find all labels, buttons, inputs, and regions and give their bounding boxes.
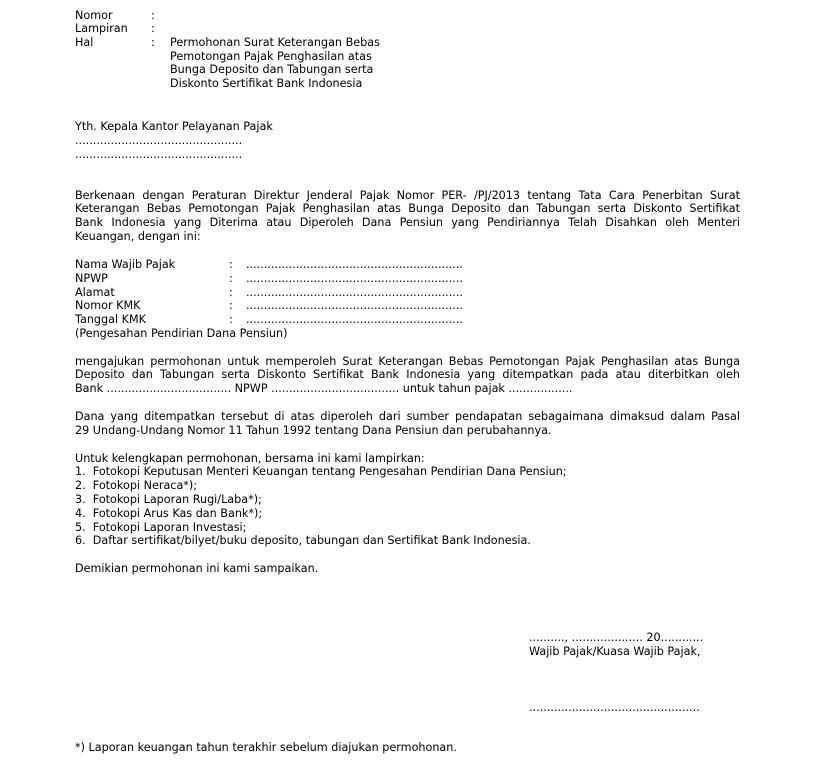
attachment-item: 1. Fotokopi Keputusan Menteri Keuangan tentang Pengesahan Pendirian Dana Pensiun; [75, 465, 567, 478]
fields-note: (Pengesahan Pendirian Dana Pensiun) [75, 327, 288, 340]
attachment-item: 4. Fotokopi Arus Kas dan Bank*); [75, 507, 263, 520]
attachment-item: 5. Fotokopi Laporan Investasi; [75, 521, 247, 534]
field-value: ............................................................. [246, 313, 463, 326]
nomor-colon: : [151, 9, 155, 22]
field-label: Alamat [75, 286, 115, 299]
field-label: Nama Wajib Pajak [75, 258, 176, 271]
field-value: ............................................................. [246, 258, 463, 271]
attachment-item: 6. Daftar sertifikat/bilyet/buku deposito, tabungan dan Sertifikat Bank Indonesia. [75, 534, 531, 547]
hal-subject-line: Permohonan Surat Keterangan Bebas [170, 36, 380, 49]
hal-label: Hal [75, 36, 94, 49]
field-label: Nomor KMK [75, 299, 141, 312]
field-label: NPWP [75, 272, 108, 285]
recipient-dots: ............................................... [75, 134, 243, 147]
field-colon: : [229, 258, 233, 271]
field-colon: : [229, 272, 233, 285]
field-colon: : [229, 299, 233, 312]
recipient-dots: ............................................... [75, 148, 243, 161]
attachments-intro: Untuk kelengkapan permohonan, bersama ini kami lampirkan: [75, 452, 425, 465]
footnote: *) Laporan keuangan tahun terakhir sebelum diajukan permohonan. [75, 741, 457, 754]
field-label: Tanggal KMK [75, 313, 146, 326]
signature-line: ................................................ [529, 701, 700, 714]
field-colon: : [229, 286, 233, 299]
attachment-item: 3. Fotokopi Laporan Rugi/Laba*); [75, 493, 262, 506]
request-line: Deposito dan Tabungan serta Diskonto Sertifikat Bank Indonesia yang ditempatkan pada atau diterbitkan oleh [75, 368, 740, 381]
intro-line: Bank Indonesia yang Diterima atau Diperoleh Dana Pensiun yang Pendiriannya Telah Disahkan oleh Menteri [75, 216, 740, 229]
lampiran-label: Lampiran [75, 22, 128, 35]
field-colon: : [229, 313, 233, 326]
source-line: 29 Undang-Undang Nomor 11 Tahun 1992 tentang Dana Pensiun dan perubahannya. [75, 424, 552, 437]
field-value: ............................................................. [246, 299, 463, 312]
hal-subject-line: Pemotongan Pajak Penghasilan atas [170, 50, 372, 63]
attachment-item: 2. Fotokopi Neraca*); [75, 479, 198, 492]
field-value: ............................................................. [246, 272, 463, 285]
field-value: ............................................................. [246, 286, 463, 299]
signature-date-line: .........., .................... 20............ [529, 631, 704, 644]
intro-line: Keuangan, dengan ini: [75, 230, 201, 243]
hal-colon: : [151, 36, 155, 49]
intro-line: Keterangan Bebas Pemotongan Pajak Penghasilan atas Bunga Deposito dan Tabungan serta Diskonto Sertifikat [75, 202, 740, 215]
source-line: Dana yang ditempatkan tersebut di atas diperoleh dari sumber pendapatan sebagaimana dimaksud dalam Pasal [75, 410, 740, 423]
recipient-title: Yth. Kepala Kantor Pelayanan Pajak [75, 120, 273, 133]
closing-sentence: Demikian permohonan ini kami sampaikan. [75, 562, 319, 575]
signature-signer: Wajib Pajak/Kuasa Wajib Pajak, [529, 645, 701, 658]
hal-subject-line: Bunga Deposito dan Tabungan serta [170, 63, 374, 76]
request-line: Bank ................................... NPWP .................................... untuk tahun pajak .................. [75, 382, 573, 395]
nomor-label: Nomor [75, 9, 113, 22]
intro-line: Berkenaan dengan Peraturan Direktur Jenderal Pajak Nomor PER- /PJ/2013 tentang Tata Cara Penerbitan Surat [75, 189, 740, 202]
lampiran-colon: : [151, 22, 155, 35]
hal-subject-line: Diskonto Sertifikat Bank Indonesia [170, 77, 363, 90]
request-line: mengajukan permohonan untuk memperoleh Surat Keterangan Bebas Pemotongan Pajak Penghasilan atas Bunga [75, 355, 740, 368]
